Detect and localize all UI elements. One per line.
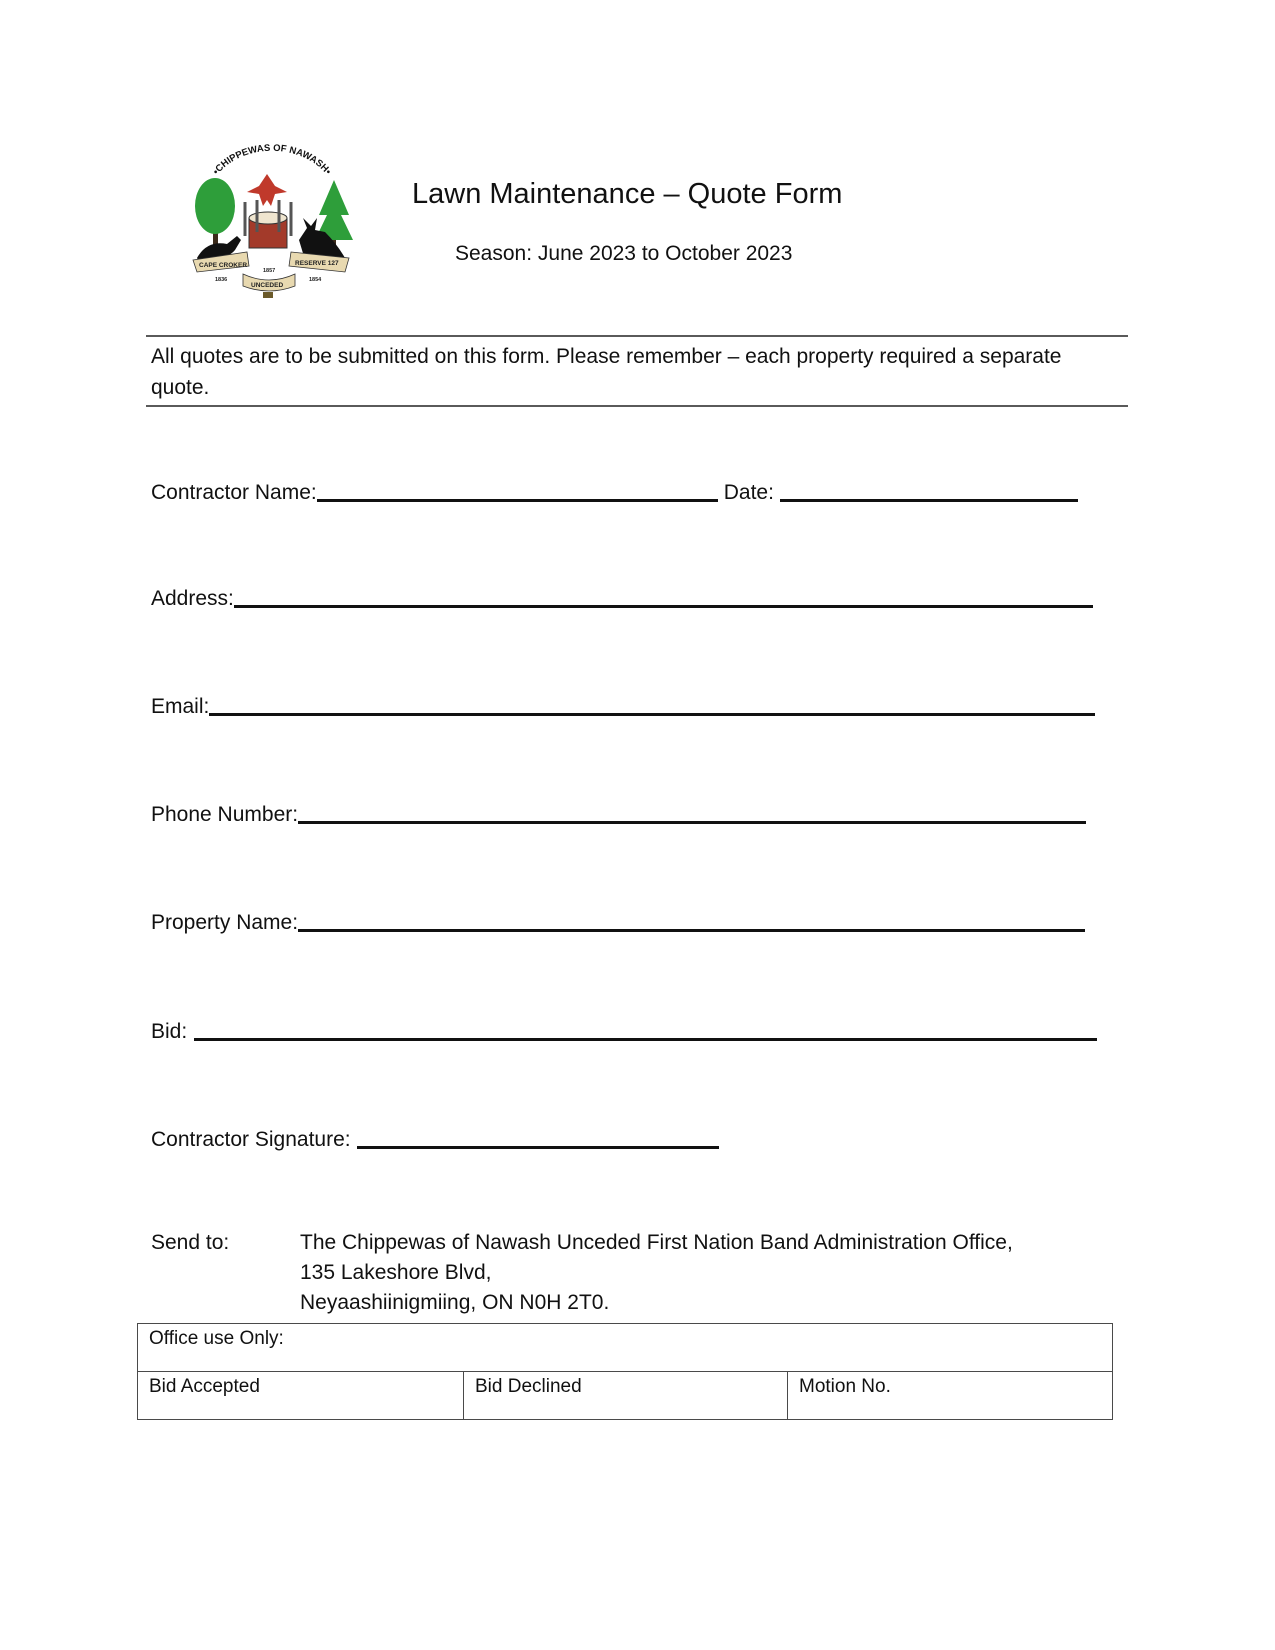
season-subtitle: Season: June 2023 to October 2023 xyxy=(455,242,793,265)
date-label: Date: xyxy=(723,481,774,504)
date-field[interactable] xyxy=(780,499,1078,502)
signature-field[interactable] xyxy=(357,1146,719,1149)
signature-label: Contractor Signature: xyxy=(151,1128,351,1151)
svg-text:1857: 1857 xyxy=(263,268,276,274)
phone-row xyxy=(151,800,1086,830)
phone-field[interactable] xyxy=(298,821,1086,824)
phone-label: Phone Number: xyxy=(151,803,299,826)
svg-text:1854: 1854 xyxy=(309,277,322,283)
email-field[interactable] xyxy=(209,713,1095,716)
crest-icon xyxy=(187,140,357,300)
bid-accepted-cell[interactable]: Bid Accepted xyxy=(138,1372,464,1420)
property-name-field[interactable] xyxy=(298,929,1085,932)
contractor-name-field[interactable] xyxy=(317,499,718,502)
send-to-address xyxy=(300,1228,1013,1318)
svg-text:RESERVE 127: RESERVE 127 xyxy=(295,260,339,267)
svg-text:•CHIPPEWAS OF NAWASH•: •CHIPPEWAS OF NAWASH• xyxy=(210,142,334,178)
svg-text:CAPE CROKER: CAPE CROKER xyxy=(199,262,248,269)
send-to-line-2: 135 Lakeshore Blvd, xyxy=(300,1261,492,1284)
signature-row xyxy=(151,1125,719,1155)
bid-row xyxy=(151,1017,1097,1047)
bid-field[interactable] xyxy=(194,1038,1097,1041)
send-to-line-1: The Chippewas of Nawash Unceded First Nation Band Administration Office, xyxy=(300,1231,1013,1254)
property-name-label: Property Name: xyxy=(151,911,299,934)
address-row xyxy=(151,584,1093,614)
address-field[interactable] xyxy=(234,605,1093,608)
send-to-label: Send to: xyxy=(151,1231,230,1254)
bottom-divider xyxy=(146,405,1128,407)
contractor-name-row xyxy=(151,478,1078,508)
motion-no-cell[interactable]: Motion No. xyxy=(788,1372,1113,1420)
bid-declined-cell[interactable]: Bid Declined xyxy=(464,1372,788,1420)
office-use-table xyxy=(137,1323,1113,1420)
contractor-name-label: Contractor Name: xyxy=(151,481,317,504)
office-use-row xyxy=(138,1372,1113,1420)
email-row xyxy=(151,692,1095,722)
office-use-header: Office use Only: xyxy=(138,1324,1113,1372)
page-title: Lawn Maintenance – Quote Form xyxy=(412,178,843,210)
office-use-header-row xyxy=(138,1324,1113,1372)
email-label: Email: xyxy=(151,695,210,718)
svg-text:UNCEDED: UNCEDED xyxy=(251,282,284,289)
top-divider xyxy=(146,335,1128,337)
submission-notice: All quotes are to be submitted on this form. Please remember – each property required a separate quote. xyxy=(151,345,1062,399)
bid-label: Bid: xyxy=(151,1020,188,1043)
send-to-line-3: Neyaashiinigmiing, ON N0H 2T0. xyxy=(300,1291,610,1314)
property-name-row xyxy=(151,908,1085,938)
svg-text:1836: 1836 xyxy=(215,277,228,283)
address-label: Address: xyxy=(151,587,234,610)
chippewas-of-nawash-logo xyxy=(187,140,357,300)
